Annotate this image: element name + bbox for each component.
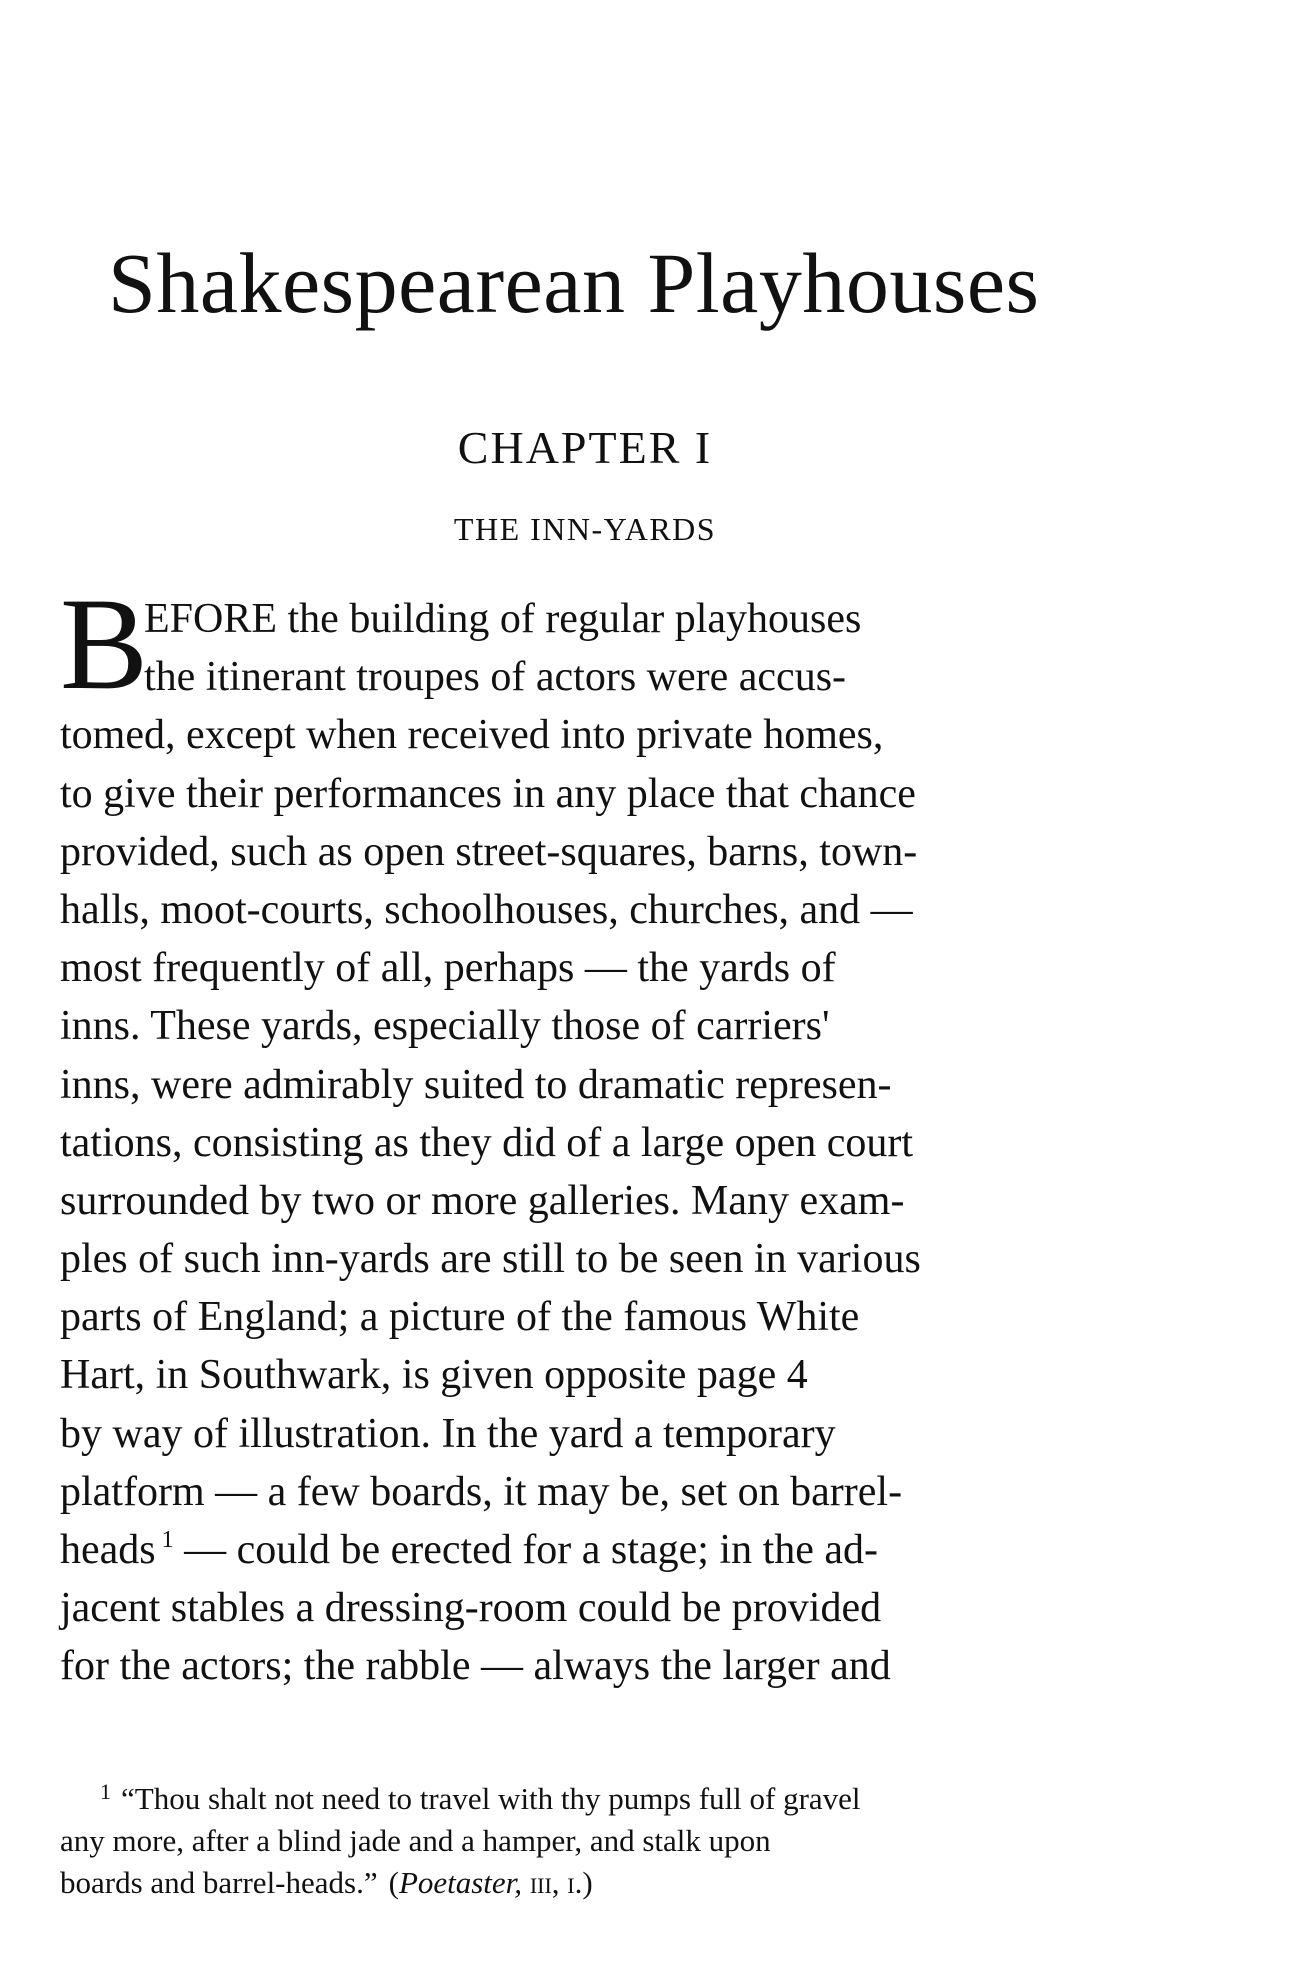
line-text: jacent stables a dressing-room could be provided (60, 1585, 882, 1632)
line-text: halls, moot-courts, schoolhouses, churches, and — (60, 886, 913, 933)
footnote-marker: 1 (100, 1779, 111, 1804)
line-text: — could be erected for a stage; in the ad- (184, 1527, 879, 1573)
footnote-text: “Thou shalt not need to travel with thy pumps full of gravel (121, 1781, 861, 1816)
body-line (60, 939, 1112, 997)
line-text: most frequently of all, perhaps — the yards of (60, 945, 836, 992)
body-paragraph (60, 590, 1112, 1696)
drop-cap-letter: B (60, 570, 149, 717)
line-text: for the actors; the rabble — always the larger and (60, 1643, 891, 1690)
line-text: platform — a few boards, it may be, set on barrel- (60, 1468, 903, 1515)
body-line (60, 1521, 1112, 1579)
body-line (60, 1405, 1112, 1463)
line-text: inns. These yards, especially those of carriers' (60, 1003, 830, 1050)
source-title: Poetaster, (398, 1865, 523, 1900)
footnote-line (60, 1820, 1112, 1862)
body-line (60, 765, 1112, 823)
line-text: surrounded by two or more galleries. Many exam- (60, 1177, 905, 1224)
book-title: Shakespearean Playhouses (108, 235, 1040, 331)
line-text: heads (60, 1527, 156, 1573)
body-line (60, 881, 1112, 939)
body-line (60, 1288, 1112, 1346)
line-text: by way of illustration. In the yard a temporary (60, 1410, 836, 1457)
footnote-text: boards and barrel-heads.” (60, 1865, 378, 1900)
line-text-with-footnote (60, 1521, 878, 1579)
footnote (60, 1778, 1112, 1904)
body-line (60, 1114, 1112, 1172)
body-line (60, 1346, 1112, 1404)
line-text: the itinerant troupes of actors were accus- (144, 654, 847, 701)
footnote-reference[interactable]: 1 (161, 1527, 174, 1553)
source-reference: iii, i.) (529, 1865, 593, 1900)
line-text: inns, were admirably suited to dramatic represen- (60, 1061, 892, 1108)
line-text: ples of such inn-yards are still to be seen in various (60, 1236, 921, 1283)
chapter-number: CHAPTER I (457, 422, 713, 473)
body-line (60, 590, 1112, 648)
line-text: parts of England; a picture of the famous White (60, 1294, 860, 1341)
chapter-title: THE INN-YARDS (453, 511, 717, 547)
line-text: tomed, except when received into private homes, (60, 712, 884, 759)
line-text: EFORE the building of regular playhouses (144, 596, 862, 642)
footnote-line-text (100, 1778, 861, 1820)
footnote-line (60, 1862, 1112, 1904)
body-line (60, 706, 1112, 764)
body-line (60, 1579, 1112, 1637)
body-line (60, 1637, 1112, 1695)
body-line (60, 1463, 1112, 1521)
line-text: provided, such as open street-squares, barns, town- (60, 828, 918, 875)
line-text: Hart, in Southwark, is given opposite page 4 (60, 1352, 808, 1399)
footnote-citation: (Poetaster, iii, i.) (388, 1865, 593, 1900)
body-line (60, 823, 1112, 881)
body-line (60, 1230, 1112, 1288)
body-line (60, 648, 1112, 706)
footnote-line (60, 1778, 1112, 1820)
line-text: tations, consisting as they did of a large open court (60, 1119, 914, 1166)
body-line (60, 997, 1112, 1055)
body-line (60, 1172, 1112, 1230)
footnote-text: any more, after a blind jade and a hamper, and stalk upon (60, 1823, 771, 1858)
line-text: to give their performances in any place that chance (60, 770, 916, 817)
body-line (60, 1056, 1112, 1114)
